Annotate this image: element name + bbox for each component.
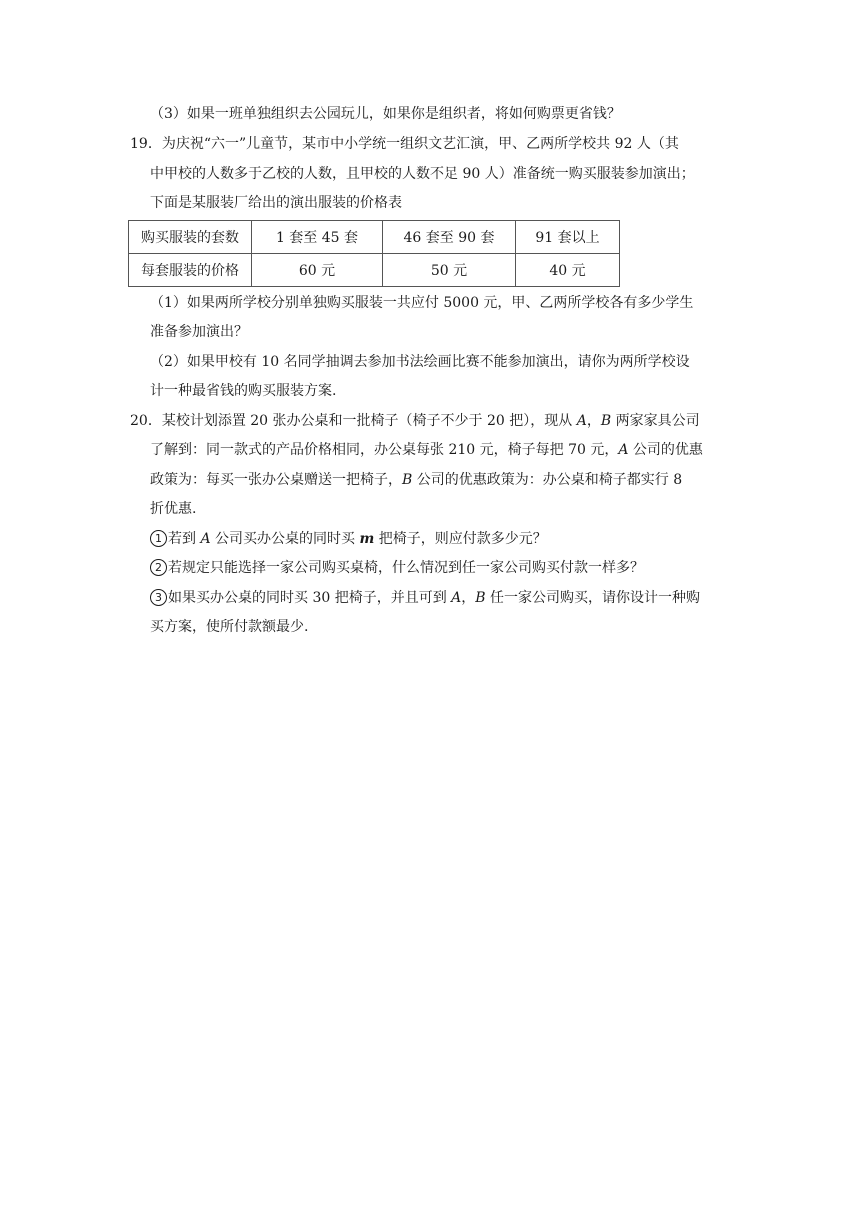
q19-part2-line2: 计一种最省钱的购买服装方案. <box>150 383 337 399</box>
table-cell: 购买服装的套数 <box>129 221 252 254</box>
q19-line2: 中甲校的人数多于乙校的人数，且甲校的人数不足 90 人）准备统一购买服装参加演出； <box>150 166 695 182</box>
q19-line1: 19．为庆祝“六一”儿童节，某市中小学统一组织文艺汇演，甲、乙两所学校共 92 人（其 <box>130 136 679 152</box>
table-row <box>129 221 620 254</box>
table-cell: 1 套至 45 套 <box>252 221 383 254</box>
q20-item3: 3 如果买办公桌的同时买 30 把椅子，并且可到 A，B 任一家公司购买，请你设计一种购 <box>150 588 700 608</box>
circled-number-3: 3 <box>150 589 167 606</box>
q19-number: 19． <box>130 136 162 152</box>
table-cell: 40 元 <box>516 254 620 287</box>
q20-line2: 了解到：同一款式的产品价格相同，办公桌每张 210 元，椅子每把 70 元，A 公司的优惠 <box>150 442 703 458</box>
q19-part1-line2: 准备参加演出？ <box>150 324 248 340</box>
q19-line3: 下面是某服装厂给出的演出服装的价格表 <box>150 195 402 211</box>
q20-line1: 20．某校计划添置 20 张办公桌和一批椅子（椅子不少于 20 把），现从 A，B 两家家具公司 <box>130 413 700 429</box>
table-cell: 46 套至 90 套 <box>383 221 516 254</box>
circled-number-1: 1 <box>150 530 167 547</box>
table-cell: 每套服装的价格 <box>129 254 252 287</box>
price-table <box>128 220 620 287</box>
q19-part1-line1: （1）如果两所学校分别单独购买服装一共应付 5000 元，甲、乙两所学校各有多少学生 <box>150 295 694 311</box>
table-row <box>129 254 620 287</box>
q20-line3: 政策为：每买一张办公桌赠送一把椅子，B 公司的优惠政策为：办公桌和椅子都实行 8 <box>150 472 683 488</box>
q20-item1: 1 若到 A 公司买办公桌的同时买 m 把椅子，则应付款多少元？ <box>150 529 547 549</box>
q20-number: 20． <box>130 413 162 429</box>
q20-line4: 折优惠. <box>150 501 197 517</box>
table-cell: 50 元 <box>383 254 516 287</box>
q19-part2-line1: （2）如果甲校有 10 名同学抽调去参加书法绘画比赛不能参加演出，请你为两所学校设 <box>150 354 690 370</box>
table-cell: 60 元 <box>252 254 383 287</box>
q18-part3: （3）如果一班单独组织去公园玩儿，如果你是组织者，将如何购票更省钱？ <box>150 106 621 122</box>
circled-number-2: 2 <box>150 559 167 576</box>
table-cell: 91 套以上 <box>516 221 620 254</box>
q20-item2: 2 若规定只能选择一家公司购买桌椅，什么情况到任一家公司购买付款一样多？ <box>150 558 644 578</box>
q20-item3-line2: 买方案，使所付款额最少. <box>150 619 309 635</box>
